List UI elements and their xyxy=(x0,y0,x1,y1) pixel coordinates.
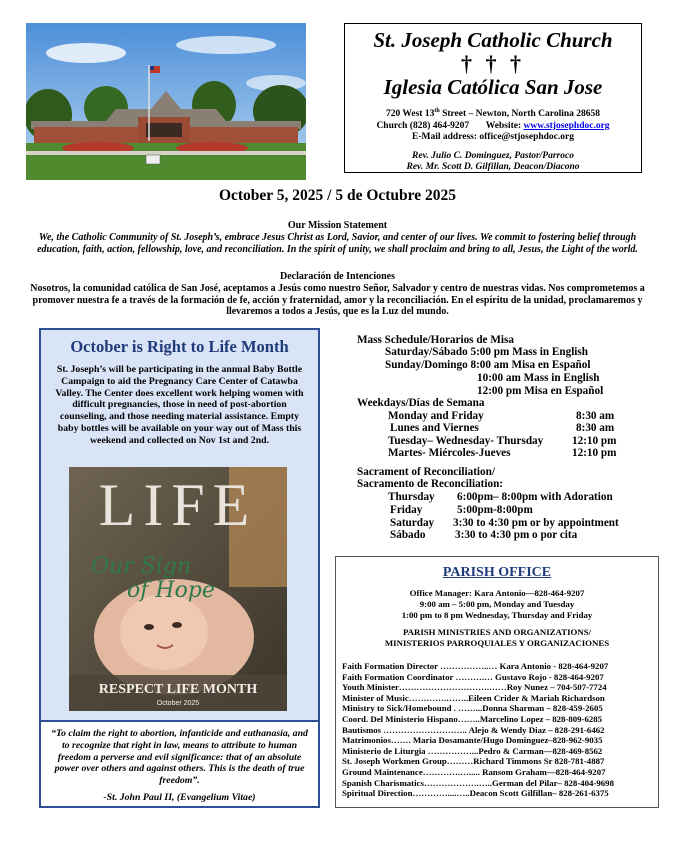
list-item: Spanish Charismatics……………….…..German del Pilar– 828-404-9698 xyxy=(342,777,614,788)
mass-heading: Mass Schedule/Horarios de Misa xyxy=(357,334,514,346)
reconciliation-heading-es: Sacramento de Reconciliation: xyxy=(357,478,504,490)
list-item: Ministerio de Liturgia ……………...Pedro & Carman—828-469-8562 xyxy=(342,745,603,756)
crosses-icon: † † † xyxy=(461,51,525,76)
mass-sunday: Sunday/Domingo 8:00 am Misa en Español xyxy=(385,359,591,371)
parish-office-title: PARISH OFFICE xyxy=(442,565,552,580)
list-item: Matrimonios……. Maria Dosamante/Hugo Dominguez–828-962-9035 xyxy=(342,735,603,746)
declaration-text: Nosotros, la comunidad católica de San José, aceptamos a Jesús como nuestro Señor, Salvador y centro de nuestras vidas. Nos comprometemos a promover nuestra fe a través de la formación de fe, acción y fraternidad, amor y la reconciliación. En el espíritu de la unidad, proclamaremos y llevaremos a todos a Jesús, que es la Luz del mundo. xyxy=(30,283,645,318)
email-address: E-Mail address: office@stjosephdoc.org xyxy=(412,132,574,143)
weekday-1-days: Monday and Friday xyxy=(388,410,484,422)
recon-3-time: 3:30 to 4:30 pm or by appointment xyxy=(453,517,619,529)
poster-script-1: Our Sign xyxy=(91,554,192,579)
weekday-3-days: Tuesday– Wednesday- Thursday xyxy=(388,435,544,447)
weekday-3-time: 12:10 pm xyxy=(572,435,617,447)
website-link[interactable]: www.stjosephdoc.org xyxy=(523,120,610,131)
office-hours-2: 1:00 pm to 8 pm Wednesday, Thursday and Friday xyxy=(401,610,593,620)
list-item: Ground Maintenance………….…..... Ransom Graham—828-464-9207 xyxy=(342,767,606,777)
office-manager: Office Manager: Kara Antonio—828-464-9207 xyxy=(409,588,585,598)
recon-4-day: Sábado xyxy=(390,529,426,541)
recon-3-day: Saturday xyxy=(390,517,435,529)
weekday-4-time: 12:10 pm xyxy=(572,447,617,459)
list-item: Spiritual Direction…………....…..Deacon Scott Gilfillan– 828-261-6375 xyxy=(342,788,609,799)
parish-office-box xyxy=(335,556,659,808)
poster-footer: RESPECT LIFE MONTH xyxy=(98,682,258,697)
contact-block xyxy=(345,106,641,144)
respect-life-poster xyxy=(69,467,287,711)
weekday-2-days: Lunes and Viernes xyxy=(390,422,479,434)
right-to-life-box xyxy=(39,328,320,808)
ministries-heading-en: PARISH MINISTRIES AND ORGANIZATIONS/ xyxy=(402,627,592,637)
list-item: Faith Formation Director ……………..… Kara Antonio - 828-464-9207 xyxy=(342,661,609,671)
list-item: Ministry to Sick/Homebound . ……...Donna Sharman – 828-459-2605 xyxy=(342,703,603,714)
weekday-4-days: Martes- Miércoles-Jueves xyxy=(388,447,511,459)
mass-sunday-2: 10:00 am Mass in English xyxy=(477,372,600,384)
recon-1-day: Thursday xyxy=(388,491,435,503)
bulletin-date: October 5, 2025 / 5 de Octubre 2025 xyxy=(218,187,457,204)
list-item: St. Joseph Workmen Group………Richard Timmons Sr 828-781-4887 xyxy=(342,756,605,767)
right-to-life-body: St. Joseph’s will be participating in the annual Baby Bottle Campaign to aid the Pregnancy Care Center of Catawba Valley. The Center does excellent work helping women with difficult pregnancies, those in need of post-abortion counseling, and those needing material assistance. Empty baby bottles will be available on your way out of Mass this weekend and collected on Nov 1st and 2nd. xyxy=(55,364,304,446)
box-divider xyxy=(41,720,318,722)
mission-text: We, the Catholic Community of St. Joseph’s, embrace Jesus Christ as Lord, Savior, and center of our lives. We commit to fostering belief through education, faith, action, fellowship, love, and reconciliation. In the spirit of unity, we shall proclaim and bring to all, Jesus, the Light of the world. xyxy=(37,232,638,255)
list-item: Minister of Music………….……..Eileen Crider & Mariah Richardson xyxy=(342,692,605,703)
mission-heading: Our Mission Statement xyxy=(287,220,388,231)
mass-sunday-3: 12:00 pm Misa en Español xyxy=(477,385,604,397)
mass-saturday: Saturday/Sábado 5:00 pm Mass in English xyxy=(385,346,588,358)
recon-1-time: 6:00pm– 8:00pm with Adoration xyxy=(457,491,613,503)
weekday-1-time: 8:30 am xyxy=(576,410,615,422)
list-item: Faith Formation Coordinator ……….… Gustavo Rojo - 828-464-9207 xyxy=(342,671,604,682)
church-name-english: St. Joseph Catholic Church xyxy=(373,28,613,52)
clergy-block xyxy=(345,151,641,174)
right-to-life-title: October is Right to Life Month xyxy=(70,337,289,356)
recon-2-time: 5:00pm-8:00pm xyxy=(457,504,533,516)
poster-title: LIFE xyxy=(98,472,258,538)
poster-script-2: of Hope xyxy=(127,578,215,603)
phone-website: Church (828) 464-9207 Website: www.stjosephdoc.org xyxy=(376,120,610,131)
pastor-line: Rev. Julio C. Dominguez, Pastor/Parroco xyxy=(412,150,574,161)
church-phone: Church (828) 464-9207 xyxy=(376,120,470,131)
list-item: Bautismos ……………………….. Alejo & Wendy Diaz – 828-291-6462 xyxy=(342,724,605,735)
street-address: 720 West 13th Street – Newton, North Carolina 28658 xyxy=(385,108,601,120)
recon-2-day: Friday xyxy=(390,504,423,516)
weekday-2-time: 8:30 am xyxy=(576,422,615,434)
church-header xyxy=(344,23,642,173)
declaration-heading: Declaración de Intenciones xyxy=(280,271,395,282)
list-item: Coord. Del Ministerio Hispano……..Marcelino Lopez – 828-809-6285 xyxy=(342,714,603,724)
deacon-line: Rev. Mr. Scott D. Gilfillan, Deacon/Diacono xyxy=(406,162,580,173)
poster-year: October 2025 xyxy=(156,700,200,707)
list-item: Youth Minister………………………….……Roy Nunez – 704-507-7724 xyxy=(342,682,607,693)
office-hours-1: 9:00 am – 5:00 pm, Monday and Tuesday xyxy=(419,599,575,609)
recon-4-time: 3:30 to 4:30 pm o por cita xyxy=(455,529,578,541)
jp2-quote: “To claim the right to abortion, infanticide and euthanasia, and to recognize that right in law, means to attribute to human freedom a perverse and evil significance: that of an absolute power over others and against others. This is the death of true freedom”. xyxy=(51,728,308,787)
church-photo xyxy=(26,23,306,180)
right-to-life-panel xyxy=(41,330,318,720)
ministries-heading-es: MINISTERIOS PARROQUIALES Y ORGANIZACIONES xyxy=(384,638,610,648)
church-name-spanish: Iglesia Católica San Jose xyxy=(383,75,603,99)
weekdays-heading: Weekdays/Días de Semana xyxy=(357,397,485,409)
reconciliation-heading-en: Sacrament of Reconciliation/ xyxy=(357,466,495,478)
quote-attribution: -St. John Paul II, (Evangelium Vitae) xyxy=(103,792,256,803)
